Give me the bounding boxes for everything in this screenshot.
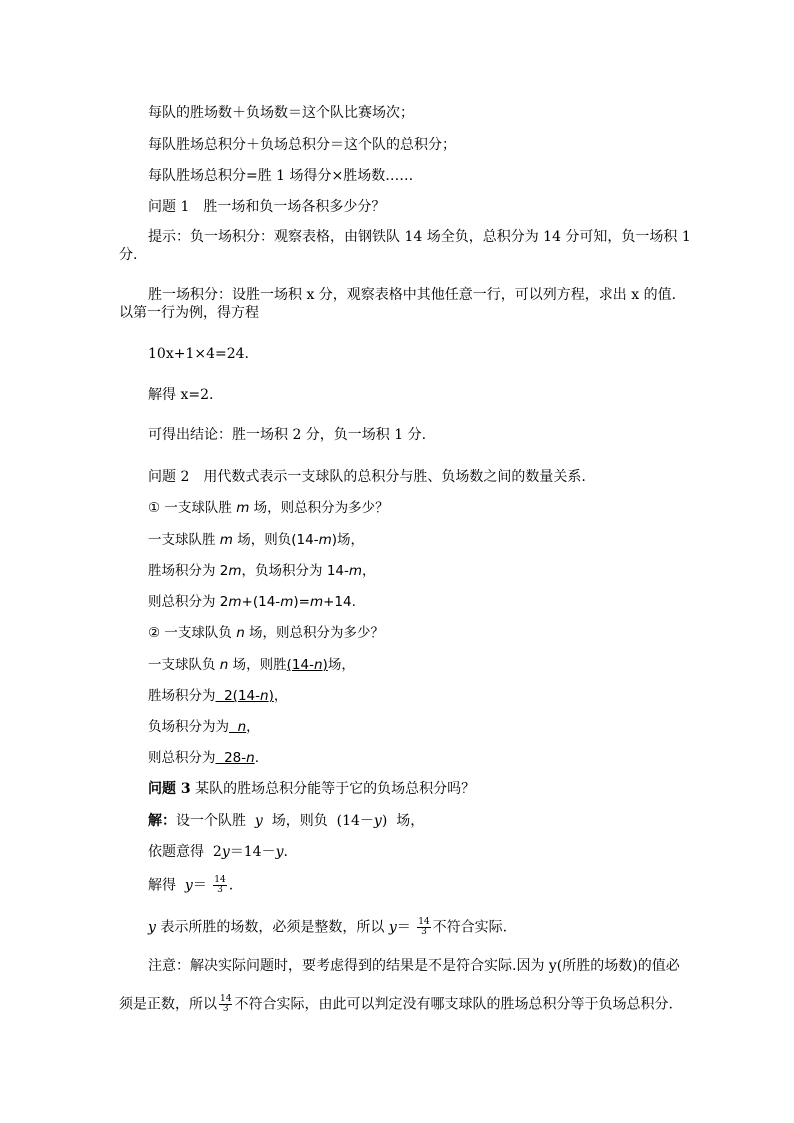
blank-answer: (14-n): [286, 657, 328, 673]
fraction: $\frac{14}{3}$: [418, 917, 430, 937]
win-line-cont: 以第一行为例，得方程: [119, 305, 259, 321]
case-2-line-c: 负场积分为为 n，: [148, 719, 260, 735]
note-line-cont: 须是正数，所以 $\frac{14}{3}$ 不符合实际，由此可以判定没有哪支球队的胜场总积分等于负场总积分.: [119, 994, 673, 1014]
fraction: $\frac{14}{3}$: [220, 994, 232, 1014]
case-1-question: ① 一支球队胜 m 场，则总积分为多少？: [148, 500, 389, 516]
blank-answer: 2(14-n): [215, 688, 274, 704]
note-line: 注意：解决实际问题时，要考虑得到的结果是不是符合实际.因为 y(所胜的场数)的值必: [148, 958, 680, 974]
win-line: 胜一场积分：设胜一场积 x 分，观察表格中其他任意一行，可以列方程，求出 x 的值.: [148, 287, 677, 303]
solution-line-2: 依题意得 2y＝14－y.: [148, 844, 288, 860]
blank-answer: 28-n: [215, 750, 255, 766]
blank-answer: n: [237, 719, 247, 735]
conclusion: 可得出结论：胜一场积 2 分，负一场积 1 分.: [148, 427, 427, 443]
text-line: 每队胜场总积分＋负场总积分＝这个队的总积分；: [148, 137, 456, 153]
case-1-line-b: 胜场积分为 2m，负场积分为 14-m，: [148, 563, 376, 579]
fraction: $\frac{14}{3}$: [214, 875, 226, 895]
solution-line-4: y 表示所胜的场数，必须是整数，所以 y＝ $\frac{14}{3}$ 不符合实际.: [148, 917, 508, 937]
case-2-line-a: 一支球队负 n 场，则胜(14-n)场，: [148, 657, 355, 673]
text-line: 每队的胜场数＋负场数＝这个队比赛场次；: [148, 105, 414, 121]
text-line: 每队胜场总积分=胜 1 场得分×胜场数……: [148, 168, 414, 184]
case-1-line-c: 则总积分为 2m+(14-m)=m+14.: [148, 594, 356, 610]
question-2: 问题 2 用代数式表示一支球队的总积分与胜、负场数之间的数量关系.: [148, 469, 586, 485]
case-2-line-d: 则总积分为 28-n.: [148, 750, 259, 766]
question-3: 问题 3 某队的胜场总积分能等于它的负场总积分吗？: [148, 781, 476, 797]
case-1-line-a: 一支球队胜 m 场，则负(14-m)场，: [148, 532, 364, 548]
hint-line-cont: 分.: [119, 247, 138, 263]
hint-line: 提示：负一场积分：观察表格，由钢铁队 14 场全负，总积分为 14 分可知，负一场积 1: [148, 229, 691, 245]
case-2-question: ② 一支球队负 n 场，则总积分为多少？: [148, 625, 385, 641]
solution-line-1: 解：设一个队胜 y 场，则负 (14－y) 场，: [148, 813, 425, 829]
solution-line-3: 解得 y＝ $\frac{14}{3}$ .: [148, 875, 234, 895]
case-2-line-b: 胜场积分为 2(14-n)，: [148, 688, 288, 704]
solution: 解得 x=2.: [148, 387, 214, 403]
question-1: 问题 1 胜一场和负一场各积多少分？: [148, 199, 386, 215]
equation: 10x+1×4=24.: [148, 346, 249, 362]
